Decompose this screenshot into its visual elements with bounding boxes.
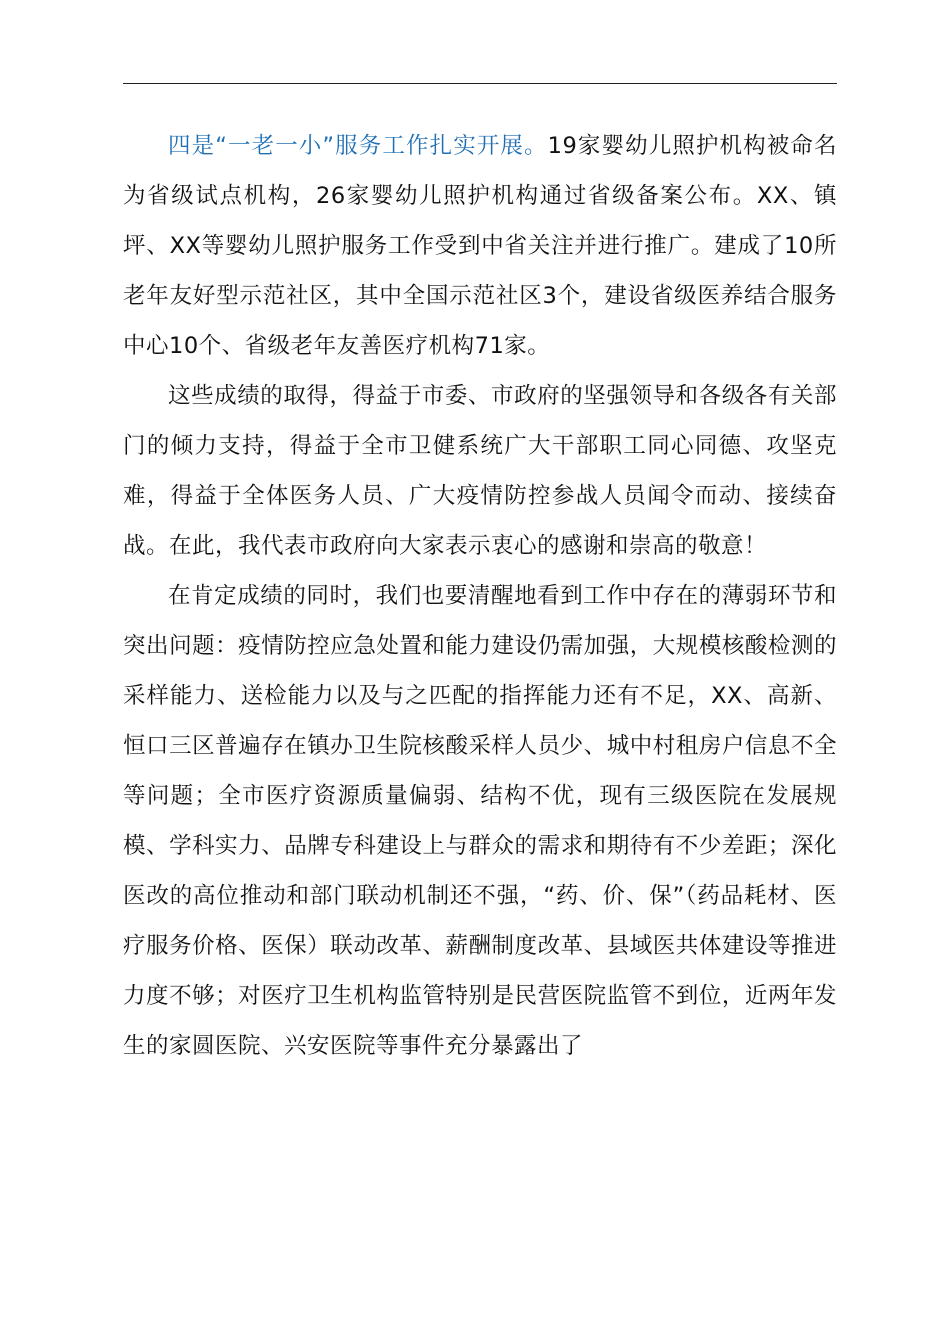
paragraph-3 <box>123 571 837 1071</box>
paragraph-2 <box>123 371 837 571</box>
paragraph-1 <box>123 121 837 371</box>
paragraph-2-text: 这些成绩的取得，得益于市委、市政府的坚强领导和各级各有关部门的倾力支持，得益于全市卫健系统广大干部职工同心同德、攻坚克难，得益于全体医务人员、广大疫情防控参战人员闻令而动、接续奋战。在此，我代表市政府向大家表示衷心的感谢和崇高的敬意！ <box>123 383 837 559</box>
header-rule <box>123 83 837 84</box>
document-body <box>123 121 837 1071</box>
paragraph-1-lead: 四是“一老一小”服务工作扎实开展。 <box>168 133 548 159</box>
paragraph-1-text: 19家婴幼儿照护机构被命名为省级试点机构，26家婴幼儿照护机构通过省级备案公布。XX、镇坪、XX等婴幼儿照护服务工作受到中省关注并进行推广。建成了10所老年友好型示范社区，其中全国示范社区3个，建设省级医养结合服务中心10个、省级老年友善医疗机构71家。 <box>123 133 837 359</box>
paragraph-3-text: 在肯定成绩的同时，我们也要清醒地看到工作中存在的薄弱环节和突出问题：疫情防控应急处置和能力建设仍需加强，大规模核酸检测的采样能力、送检能力以及与之匹配的指挥能力还有不足，XX、高新、恒口三区普遍存在镇办卫生院核酸采样人员少、城中村租房户信息不全等问题；全市医疗资源质量偏弱、结构不优，现有三级医院在发展规模、学科实力、品牌专科建设上与群众的需求和期待有不少差距；深化医改的高位推动和部门联动机制还不强，“药、价、保”（药品耗材、医疗服务价格、医保）联动改革、薪酬制度改革、县域医共体建设等推进力度不够；对医疗卫生机构监管特别是民营医院监管不到位，近两年发生的家圆医院、兴安医院等事件充分暴露出了 <box>123 583 837 1059</box>
